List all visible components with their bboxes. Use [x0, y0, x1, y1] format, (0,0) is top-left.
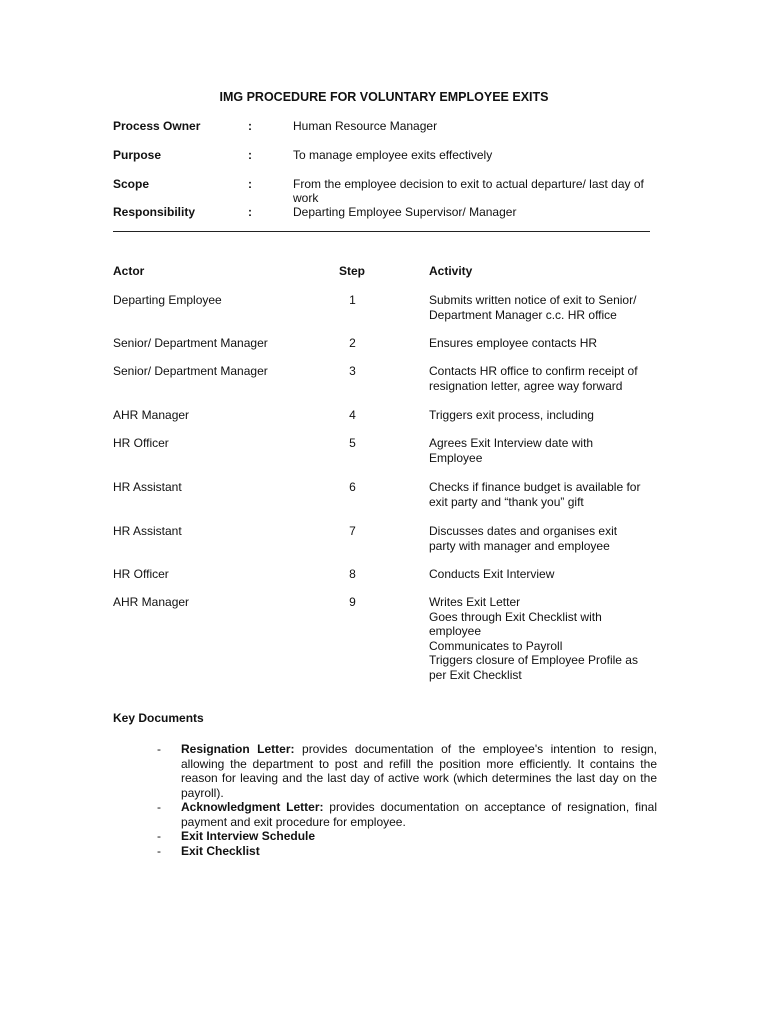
activity-line: resignation letter, agree way forward [429, 378, 623, 393]
step-cell: 9 [349, 595, 356, 609]
meta-value: Departing Employee Supervisor/ Manager [293, 205, 517, 219]
actor-cell: HR Officer [113, 436, 169, 450]
activity-line: Triggers exit process, including [429, 408, 594, 422]
bullet-dash: - [157, 843, 161, 858]
meta-label: Process Owner [113, 119, 201, 133]
activity-line: Discusses dates and organises exit [429, 524, 618, 538]
header-step: Step [339, 264, 366, 278]
step-cell: 5 [349, 436, 356, 450]
activity-cell [429, 567, 659, 582]
key-document-term: Exit Interview Schedule [181, 829, 316, 843]
activity-line: Goes through Exit Checklist with [429, 609, 602, 624]
bullet-dash: - [157, 742, 161, 756]
activity-line: Conducts Exit Interview [429, 567, 555, 581]
activity-line: Triggers closure of Employee Profile as [429, 653, 638, 667]
activity-cell [429, 436, 659, 465]
divider-rule [113, 231, 650, 232]
activity-line: Department Manager c.c. HR office [429, 307, 617, 322]
meta-label: Purpose [113, 148, 162, 162]
step-cell: 3 [349, 364, 356, 378]
key-document-description: provides documentation of the employee's intention to resign, allowing the department to post and refill the position more efficiently. It contains the reason for leaving and the last day of active work (which determines the last day on the payroll). [181, 742, 658, 800]
meta-value: Human Resource Manager [293, 119, 438, 133]
activity-line: Checks if finance budget is available for [429, 480, 641, 494]
key-document-item [157, 742, 657, 800]
key-document-description: provides documentation on acceptance of resignation, final payment and exit procedure for employee. [181, 800, 658, 829]
actor-cell: HR Assistant [113, 524, 182, 538]
step-cell: 6 [349, 480, 356, 494]
key-document-term: Resignation Letter: [181, 742, 295, 756]
meta-colon: : [248, 177, 252, 191]
activity-cell [429, 480, 659, 509]
activity-line: employee [429, 624, 482, 638]
meta-colon: : [248, 205, 252, 219]
key-document-item [157, 844, 657, 859]
actor-cell: Senior/ Department Manager [113, 336, 268, 350]
step-cell: 1 [349, 293, 356, 307]
meta-label: Responsibility [113, 205, 196, 219]
meta-label: Scope [113, 177, 150, 191]
activity-line: exit party and “thank you” gift [429, 494, 584, 509]
actor-cell: Senior/ Department Manager [113, 364, 268, 378]
activity-cell [429, 595, 659, 682]
actor-cell: Departing Employee [113, 293, 222, 307]
activity-cell [429, 293, 659, 322]
activity-line: Ensures employee contacts HR [429, 336, 598, 350]
key-document-item [157, 800, 657, 829]
activity-line: Contacts HR office to confirm receipt of [429, 364, 638, 378]
meta-colon: : [248, 119, 252, 133]
activity-line: Submits written notice of exit to Senior/ [429, 293, 637, 307]
activity-line: Employee [429, 450, 483, 465]
activity-cell [429, 336, 659, 351]
meta-value: From the employee decision to exit to actual departure/ last day of work [293, 177, 644, 205]
key-document-term: Exit Checklist [181, 843, 260, 858]
header-activity: Activity [429, 264, 473, 278]
meta-value: To manage employee exits effectively [293, 148, 493, 162]
page-title: IMG PROCEDURE FOR VOLUNTARY EMPLOYEE EXITS [219, 90, 549, 104]
actor-cell: AHR Manager [113, 408, 190, 422]
actor-cell: HR Officer [113, 567, 169, 581]
activity-cell [429, 408, 659, 423]
step-cell: 2 [349, 336, 356, 350]
actor-cell: AHR Manager [113, 595, 190, 609]
key-documents-list [157, 742, 657, 858]
activity-line: party with manager and employee [429, 538, 610, 553]
activity-line: Writes Exit Letter [429, 595, 521, 609]
bullet-dash: - [157, 829, 161, 843]
bullet-dash: - [157, 800, 161, 814]
step-cell: 7 [349, 524, 356, 538]
key-documents-heading: Key Documents [113, 711, 204, 725]
activity-line: per Exit Checklist [429, 667, 522, 682]
meta-colon: : [248, 148, 252, 162]
key-document-term: Acknowledgment Letter: [181, 800, 324, 814]
header-actor: Actor [113, 264, 145, 278]
key-document-item [157, 829, 657, 844]
activity-cell [429, 364, 659, 393]
actor-cell: HR Assistant [113, 480, 182, 494]
step-cell: 8 [349, 567, 356, 581]
activity-line: Communicates to Payroll [429, 638, 563, 653]
activity-line: Agrees Exit Interview date with [429, 436, 594, 450]
step-cell: 4 [349, 408, 356, 422]
activity-cell [429, 524, 659, 553]
